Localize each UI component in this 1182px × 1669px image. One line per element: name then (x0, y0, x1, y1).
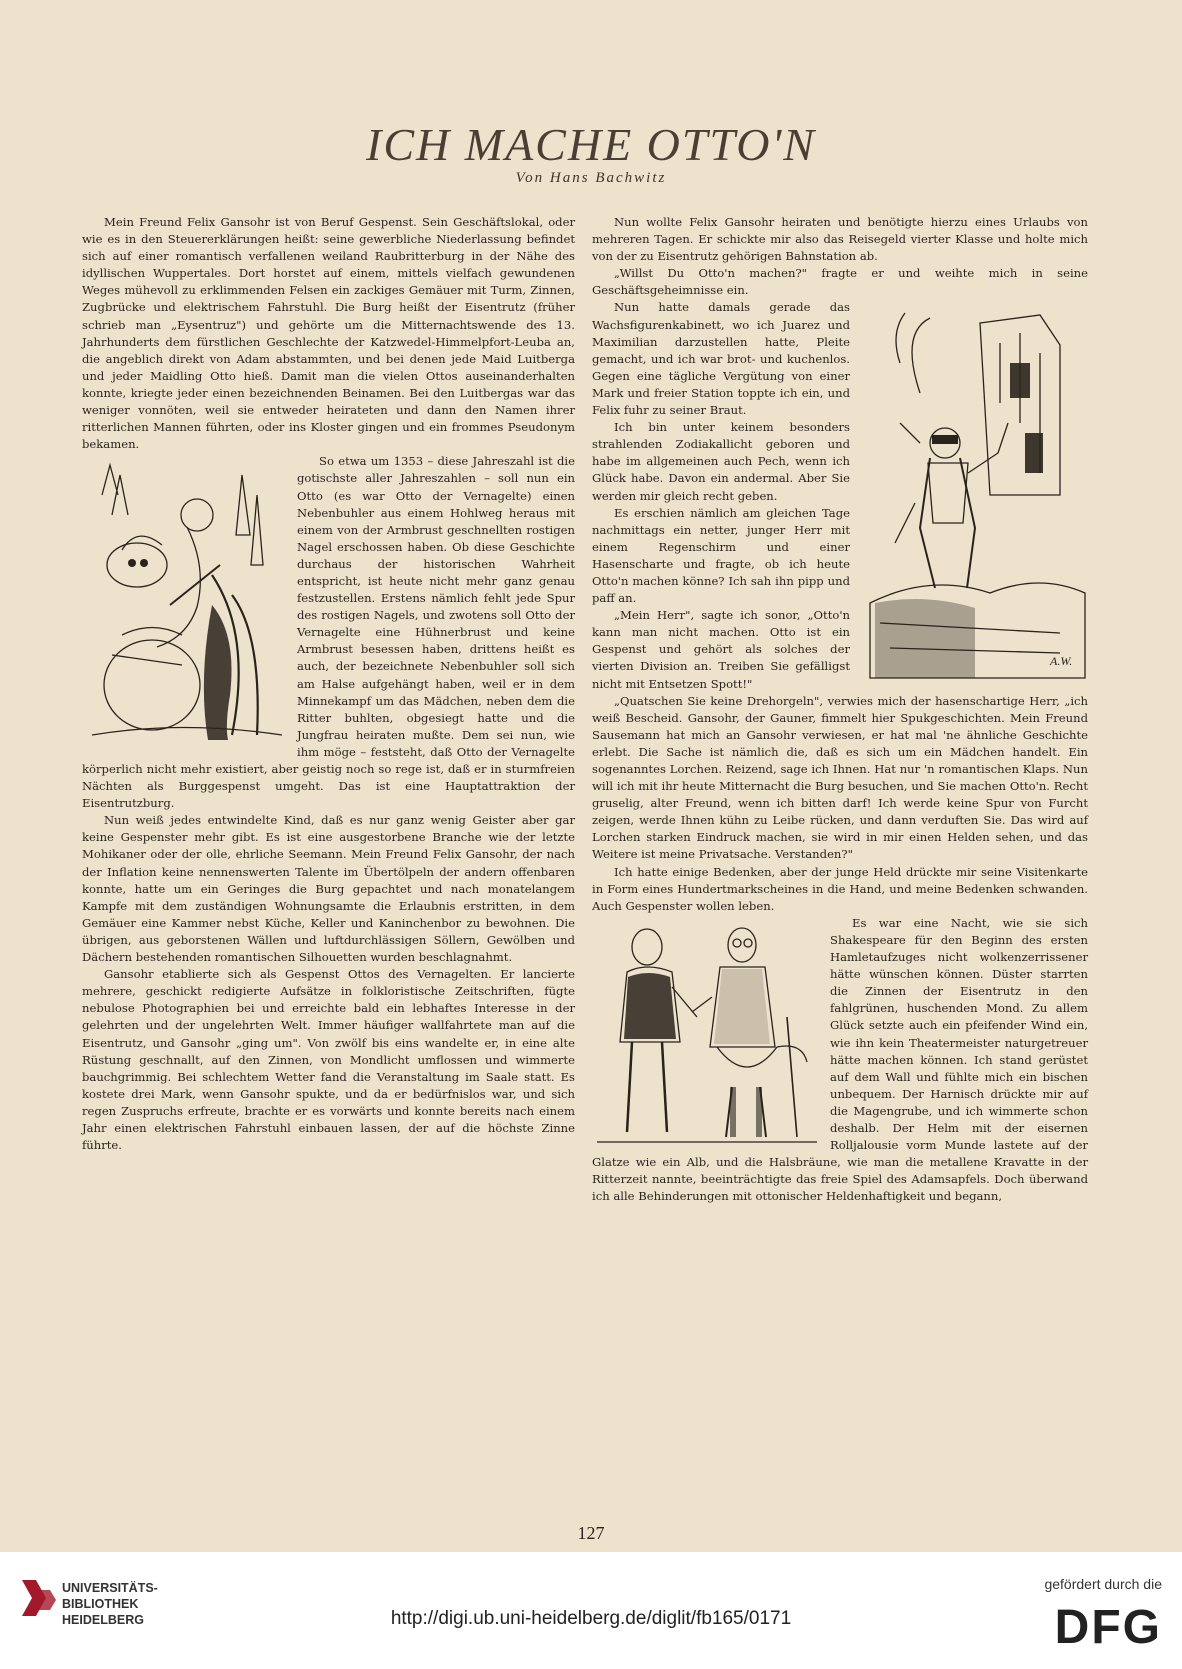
illustration-knight-on-ruins (860, 303, 1088, 688)
paragraph: „Willst Du Otto'n machen?" fragte er und weihte mich in seine Geschäftsgeheimnisse ein. (592, 266, 1088, 298)
digitization-footer (0, 1552, 1182, 1669)
paragraph: Nun weiß jedes entwindelte Kind, daß es nur ganz wenig Geister aber gar keine Gespenster mehr gibt. Es ist eine ausgestorbene Branche wie der letzte Mohikaner oder der olle, ehrliche Seemann. Mein Freund Felix Gansohr, der nach der Inflation keine nennenswerten Talente im Übertölpeln der andern offenbaren konnte, hatte um ein Geringes die Burg gepachtet und nach monatelangem Kampfe mit dem zuständigen Wohnungsamte die Erlaubnis erstritten, in dem Gemäuer eine Kammer nebst Küche, Keller und Kaninchenbor zu bewohnen. Die übrigen, aus geborstenen Wällen und luftdurchlässigen Söllern, Gewölben und Dächern bestehenden romantischen Silhouetten wurden beschlagnahmt. (82, 813, 575, 965)
paragraph: A.W. Nun hatte damals gerade das Wachsfigurenkabinett, wo ich Juarez und Maximilian darzustellen hatte, Pleite gemacht, und ich war brot- und kuchenlos. Gegen eine tägliche Vergütung von einer Mark und freier Station toppte ich ein, und Felix fuhr zu seiner Braut. (592, 299, 1088, 419)
paragraph: Gansohr etablierte sich als Gespenst Ottos des Vernagelten. Er lancierte mehrere, geschickt redigierte Aufsätze in folkloristische Zeitschriften, fügte nebulose Photographien bei und erreichte bald ein lebhaftes Interesse in der gelehrten und der ungelehrten Welt. Immer häufiger wallfahrtete man auf die Eisentrutz, und Gansohr „ging um". Von zwölf bis eins wandelte er, in eine alte Rüstung geschnallt, auf den Zinnen, von Mondlicht umflossen und wimmerte bauchgrimmig. Bei schlechtem Wetter fand die Veranstaltung im Saale statt. Es kostete drei Mark, wenn Gansohr spukte, und da er bedürfnislos war, und sich regen Zuspruchs erfreute, brachte er es vorwärts und konnte bereits nach einem Jahr einen elektrischen Fahrstuhl einbauen lassen, der auf die höchste Zinne führte. (82, 967, 575, 1153)
paragraph: Ich bin unter keinem besonders strahlenden Zodiakallicht geboren und habe im allgemeinen auch Pech, wenn ich Glück habe. Davon ein andermal. Aber Sie werden mir gleich recht geben. (592, 420, 850, 503)
paragraph: Ich hatte einige Bedenken, aber der junge Held drückte mir seine Visitenkarte in Form eines Hundertmarkscheines in die Hand, und meine Bedenken schwanden. Auch Gespenster wollen leben. (592, 864, 1088, 913)
article-byline: Von Hans Bachwitz (515, 170, 667, 186)
paragraph: Mein Freund Felix Gansohr ist von Beruf Gespenst. Sein Geschäftslokal, oder wie es in den Steuererklärungen heißt: seine gewerbliche Niederlassung befindet sich auf einer romantisch verfallenen weiland Raubritterburg in der Nähe des idyllischen Wuppertales. Dort horstet auf einem, mittels vielfach gewundenen Weges mühevoll zu erklimmenden Felsen ein zackiges Gemäuer mit Turm, Zinnen, Zugbrücke und elektrischem Fahrstuhl. Die Burg heißt der Eisentrutz (früher schrieb man „Eysentruz") und gehörte um die Mitternachtswende des 13. Jahrhunderts dem fürstlichen Geschlechte der Katzwedel-Himmelpfort-Leuba an, die angeblich direkt von Adam abstammten, und bei denen jede Maid Luitberga und jeder Maidling Otto hieß. Damit man die vielen Ottos auseinanderhalten konnte, kriegte jeder einen bezeichnenden Beinamen. Bei den Luitbergas war das weniger vonnöten, weil sie entweder heirateten und dann den Namen ihrer ritterlichen Mannen führten, oder ins Kloster gingen und ein frommes Pseudonym bekamen. (82, 215, 575, 452)
permalink-url[interactable]: http://digi.ub.uni-heidelberg.de/diglit/fb165/0171 (390, 1608, 792, 1629)
paragraph: Nun wollte Felix Gansohr heiraten und benötigte hierzu eines Urlaubs von mehreren Tagen. Er schickte mir also das Reisegeld vierter Klasse und holte mich von der zu Eisentrutz gehörigen Bahnstation ab. (592, 215, 1088, 264)
funding-note: gefördert durch die (1044, 1576, 1162, 1592)
dfg-logo[interactable]: DFG (1054, 1601, 1162, 1654)
paragraph: Es war eine Nacht, wie sie sich Shakespeare für den Beginn des ersten Hamletaufzuges nicht wolkenzerrissener hätte wünschen können. Düster starrten die Zinnen der Eisentrutz in den fahlgrünen, huschenden Mond. Zu allem Glück setzte auch ein pfeifender Wind ein, wie ihn kein Theatermeister naturgetreuer hätte machen können. Ich stand gerüstet auf dem Wall und fühlte mich ein bischen unbequem. Der Harnisch drückte mir auf die Magengrube, und ich wimmerte schon deshalb. Der Helm mit der eisernen Rolljalousie vorm Munde lastete auf der Glatze wie ein Alb, und die Halsbräune, wie man die metallene Kravatte in der Ritterzeit nannte, beeinträchtigte das freie Spiel des Adamsapfels. Doch überwand ich alle Behinderungen mit ottonischer Heldenhaftigkeit und begann, (592, 915, 1088, 1204)
illustration-signature: A.W. (1050, 654, 1073, 669)
library-name: UNIVERSITÄTS- BIBLIOTHEK HEIDELBERG (62, 1581, 158, 1627)
illustration-knights-ambush (82, 455, 287, 745)
page-number: 127 (577, 1523, 605, 1543)
left-column (82, 214, 575, 1154)
article-title: ICH MACHE OTTO'N (366, 119, 816, 170)
paragraph: „Quatschen Sie keine Drehorgeln", verwies mich der hasenschartige Herr, „ich weiß Bescheid. Gansohr, der Gauner, fimmelt hier Spukgeschichten. Mein Freund Sausemann hat mich an Gansohr verwiesen, er hat mal 'ne ähnliche Geschichte erlebt. Die Sache ist nämlich die, daß es sich um ein Mädchen handelt. Ein sogenanntes Lorchen. Reizend, sage ich Ihnen. Hat nur 'n romantischen Klaps. Nun will ich mit ihr heute Mitternacht die Burg besuchen, und Sie machen Otto'n. Recht gruselig, alter Freund, wenn ich bitten darf! Ich werde keine Spur von Furcht zeigen, werde Ihnen kühn zu Leibe rücken, und dann verduften Sie. Das wird auf Lorchen starken Eindruck machen, sie wird in mir einen Helden sehen, und das Weitere ist meine Privatsache. Verstanden?" (592, 693, 1088, 862)
right-column (592, 214, 1088, 1205)
paragraph: „Mein Herr", sagte ich sonor, „Otto'n kann man nicht machen. Otto ist ein Gespenst und gehört als solches der vierten Division an. Treiben Sie gefälligst nicht mit Entsetzen Spott!" (592, 608, 850, 691)
paragraph: Es erschien nämlich am gleichen Tage nachmittags ein netter, junger Herr mit einem Regenschirm und einer Hasenscharte und fragte, ob ich heute Otto'n machen könne? Ich sah ihn pipp und paff an. (592, 505, 850, 606)
paragraph: So etwa um 1353 – diese Jahreszahl ist die gotischste aller Jahreszahlen – soll nun ein Otto (es war Otto der Vernagelte) einen Nebenbuhler aus einem Hohlweg heraus mit einem von der Armbrust geschnellten rostigen Nagel erschossen haben. Ob diese Geschichte durchaus der historischen Wahrheit entspricht, ist heute nicht mehr ganz genau festzustellen. Erstens nämlich fehlt jede Spur des rostigen Nagels, und zwotens soll Otto der Vernagelte eine Hühnerbrust und keine Armbrust besessen haben, drittens heißt es auch, der bezeichnete Nebenbuhler soll sich am Halse aufgehängt haben, weil er in dem Minnekampf um das Mädchen, neben dem die Ritter buhlten, obgesiegt hatte und die Jungfrau heiraten mußte. Dem sei nun, wie ihm möge – feststeht, daß Otto der Vernagelte körperlich nicht mehr existiert, aber geistig noch so rege ist, daß er in sturmfreien Nächten als Burggespenst umgeht. Das ist eine Hauptattraktion der Eisentrutzburg. (82, 454, 575, 811)
illustration-two-gentlemen (592, 917, 820, 1152)
